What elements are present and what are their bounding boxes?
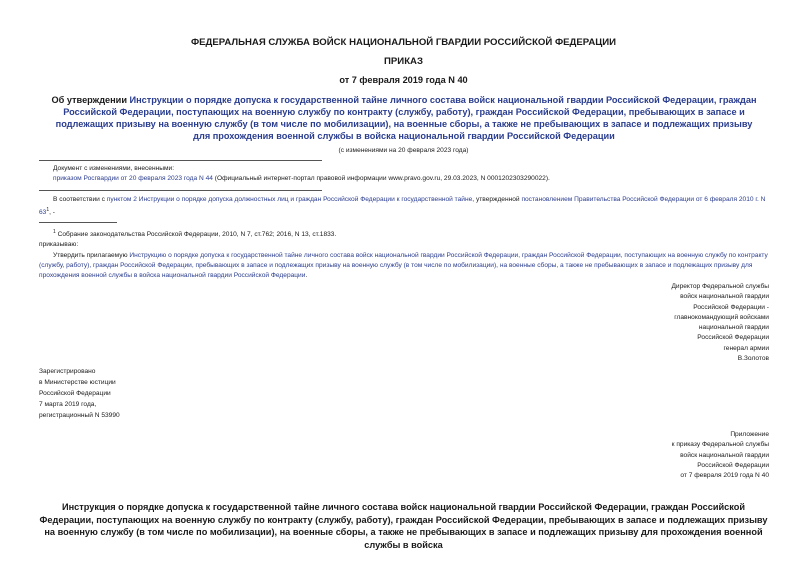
signature-line: В.Золотов bbox=[737, 355, 769, 363]
appendix-block bbox=[672, 430, 769, 481]
basis-text: , - bbox=[49, 209, 55, 217]
footnote-text: Собрание законодательства Российской Федерации, 2010, N 7, ст.762; 2016, N 13, ст.1833. bbox=[55, 231, 337, 239]
divider bbox=[39, 160, 322, 161]
registration-line: регистрационный N 53990 bbox=[39, 412, 120, 419]
registration-line: в Министерстве юстиции bbox=[39, 379, 116, 386]
footnote-ref: 1 bbox=[46, 207, 50, 213]
signature-line: главнокомандующий войсками bbox=[674, 313, 769, 321]
signature-line: войск национальной гвардии bbox=[680, 293, 769, 301]
title-prefix: Об утверждении bbox=[51, 95, 130, 105]
approve-suffix: . bbox=[305, 272, 308, 279]
approve-prefix: Утвердить прилагаемую bbox=[53, 252, 130, 259]
changes-note: (с изменениями на 20 февраля 2023 года) bbox=[338, 147, 469, 154]
document-type: ПРИКАЗ bbox=[384, 56, 423, 67]
registration-line: Зарегистрировано bbox=[39, 368, 96, 375]
registration-line: 7 марта 2019 года, bbox=[39, 401, 97, 408]
instruction-title: Инструкция о порядке допуска к государственной тайне личного состава войск национальной гвардии Российской Федерации, граждан Российской Федерации, поступающих на военную службу по контракту (службу, работу), граждан Российской Федерации, пребывающих в запасе и подлежащих призыву на военную службу (в том числе по мобилизации), на военные сборы, а также не пребывающих в запасе и подлежащих призыву для прохождения военной службы в войска bbox=[39, 502, 768, 550]
document-title bbox=[46, 94, 762, 142]
footnote-divider bbox=[39, 222, 117, 223]
approved-instruction-link[interactable]: Инструкцию о порядке допуска к государственной тайне личного состава войск национальной гвардии Российской Федерации, граждан Российской Федерации, поступающих на военную службу по контракту (службу, работу), граждан Российской Федерации, пребывающих в запасе и подлежащих призыву на военную службу (в том числе по мобилизации), на военные сборы, а также не пребывающих в запасе и подлежащих призыву для прохождения военной службы в войска национальной гвардии Российской Федерации bbox=[39, 252, 768, 279]
registration-line: Российской Федерации bbox=[39, 390, 111, 397]
appendix-line: к приказу Федеральной службы bbox=[671, 441, 769, 449]
basis-text: В соответствии с bbox=[53, 196, 107, 203]
footnote-marker: 1 bbox=[53, 229, 56, 235]
appendix-line: Российской Федерации bbox=[697, 461, 769, 469]
signature-line: генерал армии bbox=[723, 344, 769, 352]
signature-line: Российской Федерации - bbox=[693, 303, 769, 311]
order-word: приказываю: bbox=[39, 241, 79, 248]
basis-resolution-link[interactable]: постановлением Правительства Российской Федерации от 6 февраля 2010 г. N 63 bbox=[39, 196, 766, 217]
appendix-line: Приложение bbox=[730, 431, 769, 438]
registration-block bbox=[39, 366, 120, 421]
amendment-link[interactable]: приказом Росгвардии от 20 февраля 2023 года N 44 bbox=[53, 175, 213, 182]
basis-instruction-link[interactable]: пунктом 2 Инструкции о порядке допуска должностных лиц и граждан Российской Федерации к государственной тайне bbox=[106, 196, 473, 203]
signature-block bbox=[671, 282, 769, 364]
signature-line: национальной гвардии bbox=[698, 324, 769, 332]
amendments-intro: Документ с изменениями, внесенными: bbox=[53, 165, 175, 172]
document-date-number: от 7 февраля 2019 года N 40 bbox=[339, 75, 468, 85]
signature-line: Директор Федеральной службы bbox=[671, 283, 769, 290]
amendments-line bbox=[53, 174, 769, 184]
basis-text: , утвержденной bbox=[472, 196, 522, 203]
appendix-line: войск национальной гвардии bbox=[680, 451, 769, 459]
appendix-line: от 7 февраля 2019 года N 40 bbox=[680, 472, 769, 480]
amendments-block bbox=[53, 164, 769, 184]
approve-paragraph bbox=[39, 251, 769, 281]
title-instruction-link[interactable]: Инструкции о порядке допуска к государственной тайне личного состава войск национальной гвардии Российской Федерации, граждан Российской Федерации, поступающих на военную службу по контракту (службу, работу), граждан Российской Федерации, пребывающих в запасе и подлежащих призыву на военную службу (в том числе по мобилизации), на военные сборы, а также не пребывающих в запасе и подлежащих призыву для прохождения военной службы в войска национальной гвардии Российской Федерации bbox=[55, 95, 757, 141]
amendment-source: (Официальный интернет-портал правовой информации www.pravo.gov.ru, 29.03.2023, N 0001202303290022). bbox=[212, 175, 550, 182]
divider bbox=[39, 190, 322, 191]
basis-paragraph bbox=[39, 195, 769, 218]
organization-heading: ФЕДЕРАЛЬНАЯ СЛУЖБА ВОЙСК НАЦИОНАЛЬНОЙ ГВАРДИИ РОССИЙСКОЙ ФЕДЕРАЦИИ bbox=[190, 37, 617, 48]
signature-line: Российской Федерации bbox=[697, 334, 769, 342]
footnote bbox=[53, 227, 769, 240]
